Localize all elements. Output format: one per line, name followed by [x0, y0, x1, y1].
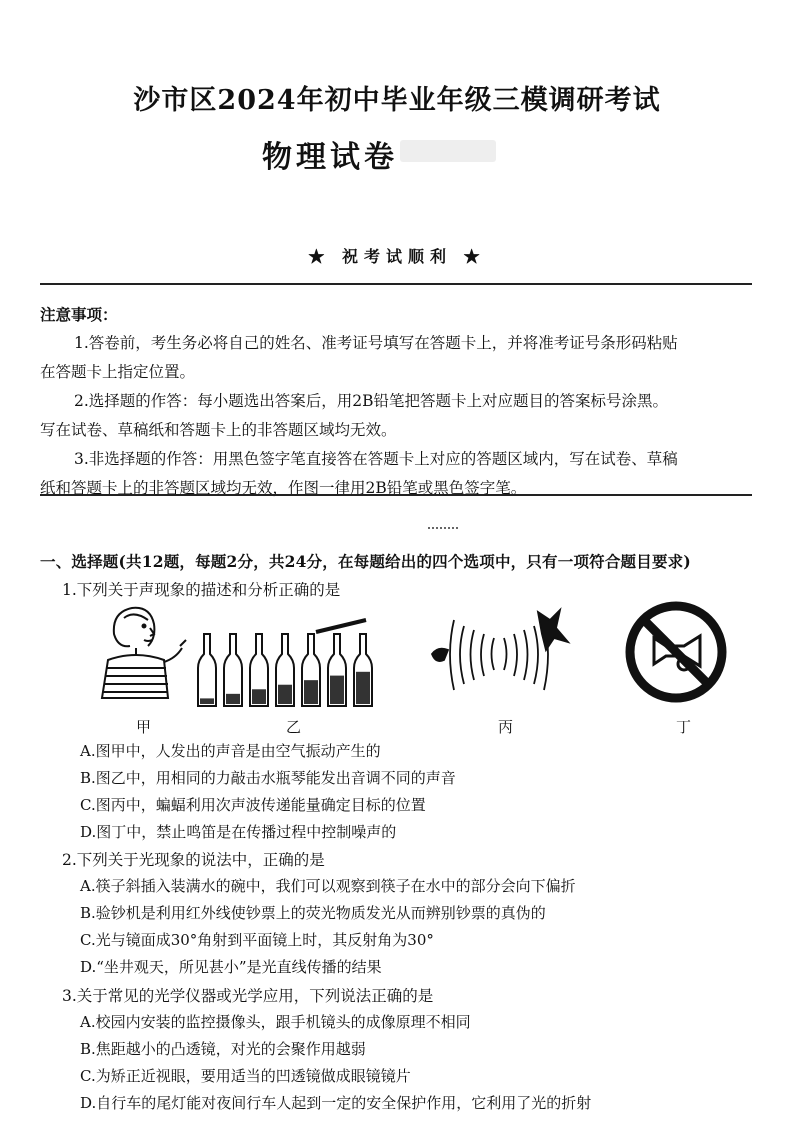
- exam-title: 沙市区2024年初中毕业年级三模调研考试: [133, 85, 661, 116]
- figure-jia-person: [102, 608, 186, 698]
- bottle-water-4: [278, 685, 292, 704]
- question-3-stem: 3.关于常见的光学仪器或光学应用，下列说法正确的是: [62, 987, 434, 1005]
- question-2-stem: 2.下列关于光现象的说法中，正确的是: [62, 851, 325, 869]
- question-3-option-c: C.为矫正近视眼，要用适当的凹透镜做成眼镜镜片: [80, 1067, 411, 1085]
- question-1-figure: [98, 598, 738, 710]
- scan-smudge: [428, 527, 458, 533]
- note-2-line-2: 写在试卷、草稿纸和答题卡上的非答题区域均无效。: [40, 421, 397, 439]
- figure-label-bing: 丙: [498, 718, 514, 736]
- bottle-water-7: [356, 672, 370, 704]
- question-3-option-b: B.焦距越小的凸透镜，对光的会聚作用越弱: [80, 1040, 366, 1058]
- paper-subtitle: 物理试卷: [262, 140, 398, 175]
- figure-label-yi: 乙: [286, 718, 302, 736]
- top-divider: [40, 283, 752, 285]
- figure-bing-bat-waves: [432, 610, 568, 690]
- question-3-option-d: D.自行车的尾灯能对夜间行车人起到一定的安全保护作用，它利用了光的折射: [80, 1094, 592, 1112]
- note-1-line-1: 1.答卷前，考生务必将自己的姓名、准考证号填写在答题卡上，并将准考证号条形码粘贴: [74, 334, 678, 352]
- notes-block: [40, 300, 756, 503]
- bottle-water-3: [252, 689, 266, 704]
- question-3-option-a: A.校园内安装的监控摄像头，跟手机镜头的成像原理不相同: [80, 1013, 471, 1031]
- question-1-option-c: C.图丙中，蝙蝠利用次声波传递能量确定目标的位置: [80, 796, 426, 814]
- figure-yi-stick: [316, 620, 366, 632]
- notes-heading: 注意事项：: [40, 305, 118, 324]
- question-1-option-b: B.图乙中，用相同的力敲击水瓶琴能发出音调不同的声音: [80, 769, 456, 787]
- good-luck-banner: ★ 祝考试顺利 ★: [308, 247, 486, 266]
- question-1-option-a: A.图甲中，人发出的声音是由空气振动产生的: [80, 742, 381, 760]
- section-1-heading: 一、选择题(共12题，每题2分，共24分，在每题给出的四个选项中，只有一项符合题目要求): [40, 552, 691, 571]
- figure-ding-no-horn-sign: [630, 606, 722, 698]
- note-1-line-2: 在答题卡上指定位置。: [40, 363, 196, 381]
- bottle-water-2: [226, 694, 240, 704]
- question-2-option-a: A.筷子斜插入装满水的碗中，我们可以观察到筷子在水中的部分会向下偏折: [80, 877, 576, 895]
- bottle-water-1: [200, 698, 214, 704]
- question-1-stem: 1.下列关于声现象的描述和分析正确的是: [62, 581, 341, 599]
- figure-label-jia: 甲: [136, 718, 152, 736]
- note-3-line-2: 纸和答题卡上的非答题区域均无效，作图一律用2B铅笔或黑色签字笔。: [40, 479, 527, 497]
- bottom-divider: [40, 494, 752, 496]
- figure-label-ding: 丁: [676, 718, 692, 736]
- bottle-1: [198, 634, 216, 706]
- bottle-water-5: [304, 680, 318, 704]
- question-2-option-c: C.光与镜面成30°角射到平面镜上时，其反射角为30°: [80, 931, 434, 949]
- question-2-option-d: D.“坐井观天，所见甚小”是光直线传播的结果: [80, 958, 382, 976]
- question-1-option-d: D.图丁中，禁止鸣笛是在传播过程中控制噪声的: [80, 823, 397, 841]
- bottle-water-6: [330, 676, 344, 704]
- note-3-line-1: 3.非选择题的作答：用黑色签字笔直接答在答题卡上对应的答题区域内，写在试卷、草稿: [74, 450, 678, 468]
- question-2-option-b: B.验钞机是利用红外线使钞票上的荧光物质发光从而辨别钞票的真伪的: [80, 904, 546, 922]
- note-2-line-1: 2.选择题的作答：每小题选出答案后，用2B铅笔把答题卡上对应题目的答案标号涂黑。: [74, 392, 669, 410]
- faded-stamp-mark: [400, 140, 496, 162]
- figure-yi-bottles: [198, 634, 372, 706]
